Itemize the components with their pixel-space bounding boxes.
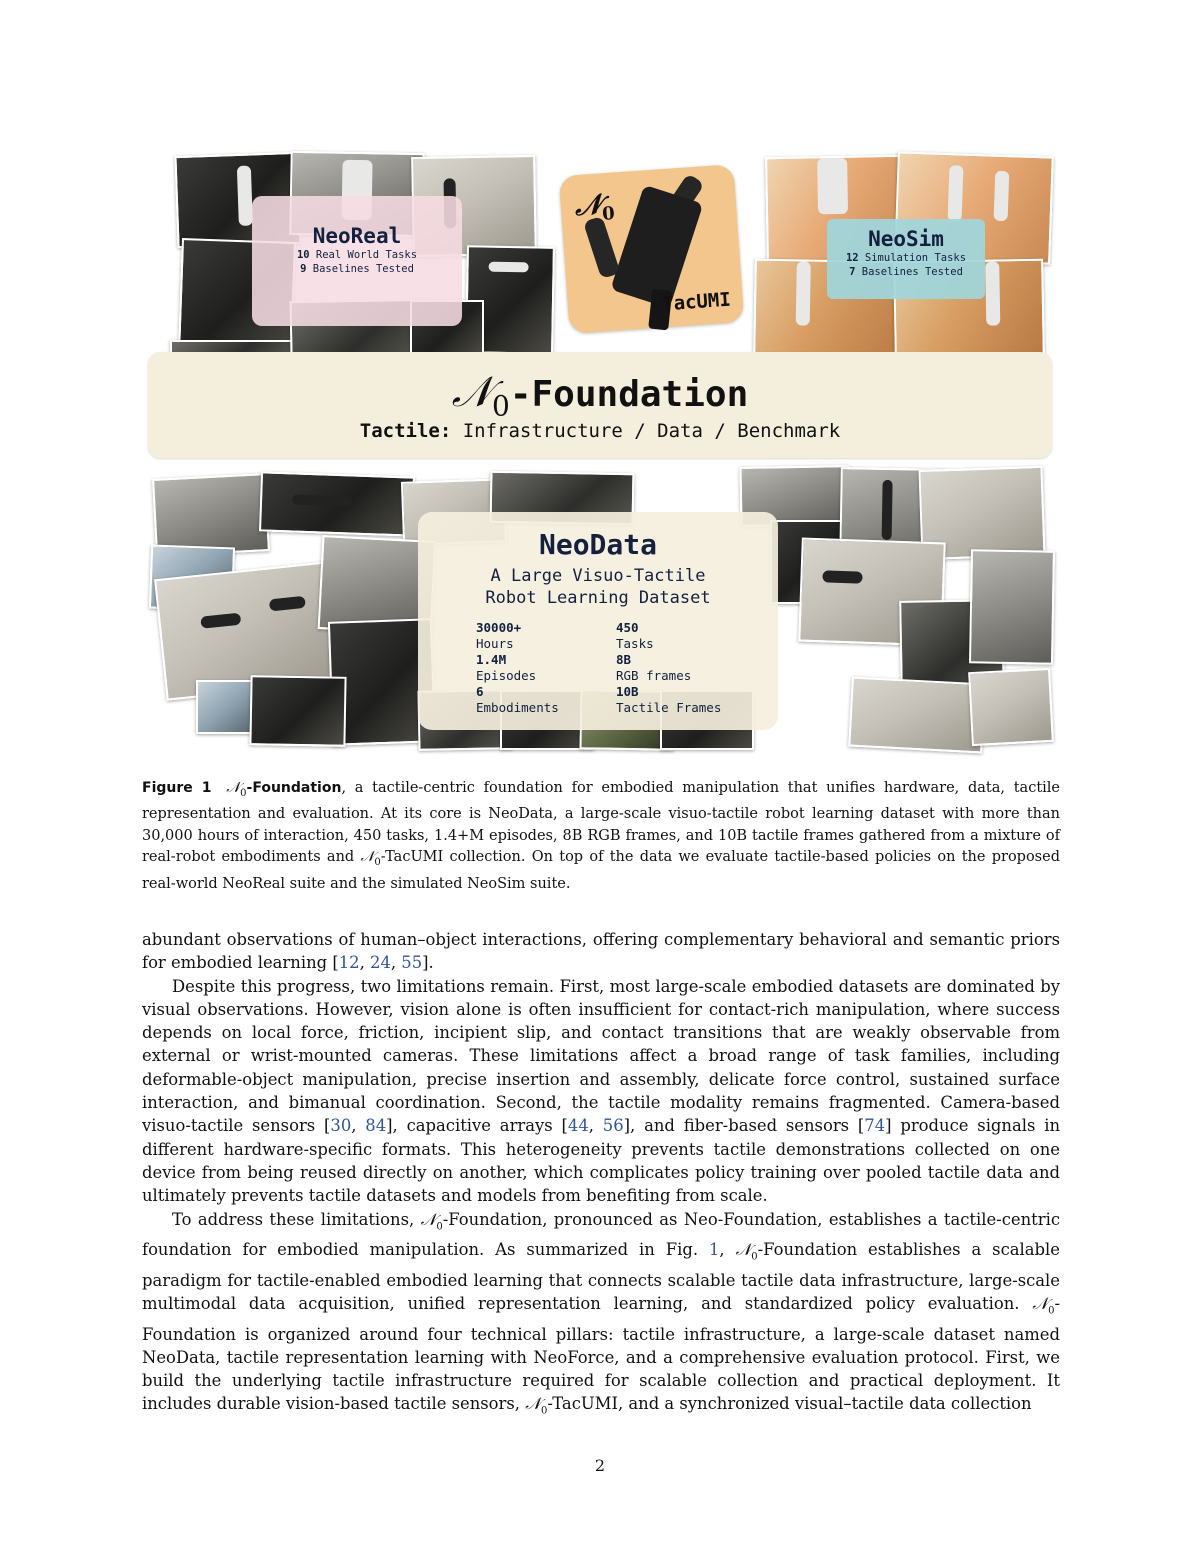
citation-link[interactable]: 44 — [567, 1116, 589, 1136]
stat-tactile-frames: 10B Tactile Frames — [616, 684, 722, 715]
figure-link[interactable]: 1 — [708, 1240, 720, 1260]
neodata-stats — [476, 620, 766, 716]
banner-subtitle: Tactile: Infrastructure / Data / Benchmark — [359, 420, 841, 442]
figure-caption: Figure 1 𝒩$_0$-Foundation, a tactile-centric foundation for embodied manipulation that unifies hardware, data, tactile representation and evaluation. At its core is NeoData, a large-scale visuo-tactile robot learning dataset with more than 30,000 hours of interaction, 450 tasks, 1.4+M episodes, 8B RGB frames, and 10B tactile frames gathered from a mixture of real-robot embodiments and 𝒩$_0$-TacUMI collection. On top of the data we evaluate tactile-based policies on the proposed real-world NeoReal suite and the simulated NeoSim suite. — [142, 780, 1061, 892]
neodata-subtitle-2: Robot Learning Dataset — [485, 588, 711, 608]
stat-rgb-frames: 8B RGB frames — [616, 652, 692, 683]
neoreal-line-2: 9 Baselines Tested — [300, 263, 414, 275]
tacumi-card — [559, 164, 745, 334]
stat-embodiments: 6 Embodiments — [476, 684, 559, 715]
caption-name: -Foundation — [246, 780, 342, 796]
citation-link[interactable]: 12 — [338, 953, 360, 973]
stat-episodes: 1.4M Episodes — [476, 652, 537, 683]
n0-symbol: 𝒩$_0$ — [735, 1240, 758, 1263]
neodata-title: NeoData — [538, 528, 657, 561]
stat-hours: 30000+ Hours — [476, 620, 522, 651]
citation-link[interactable]: 56 — [602, 1116, 624, 1136]
data-photo — [848, 677, 985, 754]
foundation-banner — [148, 352, 1052, 458]
neoreal-panel — [252, 196, 462, 326]
page-number: 2 — [594, 1456, 606, 1475]
neosim-title: NeoSim — [868, 227, 944, 251]
neosim-line-1: 12 Simulation Tasks — [845, 252, 967, 264]
neoreal-title: NeoReal — [312, 224, 402, 248]
paragraph: abundant observations of human–object interactions, offering complementary behavioral and semantic priors for embodied learning [12, 24, 55]. — [142, 930, 1060, 973]
neosim-line-2: 7 Baselines Tested — [849, 266, 963, 278]
citation-link[interactable]: 74 — [864, 1116, 886, 1136]
caption-label: Figure 1 — [142, 780, 212, 796]
n0-symbol: 𝒩$_0$ — [360, 849, 381, 869]
figure-1 — [140, 150, 1060, 750]
n0-symbol: 𝒩$_0$ — [420, 1209, 443, 1232]
citation-link[interactable]: 55 — [401, 953, 423, 973]
citation-link[interactable]: 30 — [330, 1116, 352, 1136]
citation-link[interactable]: 24 — [370, 953, 391, 973]
neoreal-line-1: 10 Real World Tasks — [296, 249, 418, 261]
body-text — [142, 928, 1060, 1423]
stat-tasks: 450 Tasks — [616, 620, 654, 651]
paragraph: Despite this progress, two limitations remain. First, most large-scale embodied datasets are dominated by visual observations. However, vision alone is often insufficient for contact-rich manipulation, where success depends on local force, friction, incipient slip, and contact transitions that are weakly observable from external or wrist-mounted cameras. These limitations affect a broad range of task families, including deformable-object manipulation, precise insertion and assembly, delicate force control, sustained surface interaction, and bimanual coordination. Second, the tactile modality remains fragmented. Camera-based visuo-tactile sensors [30, 84], capacitive arrays [44, 56], and fiber-based sensors [74] produce signals in different hardware-specific formats. This heterogeneity prevents tactile demonstrations collected on one device from being reused directly on another, which complicates policy training over pooled tactile data and ultimately prevents tactile datasets and models from benefiting from scale. — [142, 976, 1061, 1206]
banner-title: 𝒩$_0$-Foundation — [451, 367, 749, 423]
n0-symbol: 𝒩$_0$ — [451, 367, 510, 423]
neodata-stats-right — [616, 620, 756, 716]
n0-symbol: 𝒩$_0$ — [525, 1394, 548, 1417]
n0-symbol: 𝒩$_0$ — [1032, 1294, 1055, 1317]
data-photo — [968, 668, 1054, 746]
citation-link[interactable]: 84 — [365, 1116, 387, 1136]
data-photo — [259, 471, 415, 536]
data-photo — [969, 549, 1055, 664]
neodata-subtitle-1: A Large Visuo-Tactile — [490, 566, 706, 586]
neosim-panel — [827, 219, 985, 299]
data-photo — [249, 675, 346, 747]
neodata-panel — [418, 512, 778, 730]
neodata-stats-left — [476, 620, 616, 716]
paragraph: To address these limitations, 𝒩$_0$-Foundation, pronounced as Neo-Foundation, establishes a tactile-centric foundation for embodied manipulation. As summarized in Fig. 1, 𝒩$_0$-Foundation establishes a scalable paradigm for tactile-enabled embodied learning that connects scalable tactile data infrastructure, large-scale multimodal data acquisition, unified representation learning, and standardized policy evaluation. 𝒩$_0$-Foundation is organized around four technical pillars: tactile infrastructure, a large-scale dataset named NeoData, tactile representation learning with NeoForce, and a comprehensive evaluation protocol. First, we build the underlying tactile infrastructure required for scalable collection and practical deployment. It includes durable vision-based tactile sensors, 𝒩$_0$-TacUMI, and a synchronized visual–tactile data collection — [142, 1209, 1060, 1417]
tacumi-logo: 𝒩$_0$ — [573, 187, 616, 225]
n0-symbol: 𝒩$_0$ — [226, 780, 247, 799]
tacumi-label: TacUMI — [661, 288, 732, 316]
